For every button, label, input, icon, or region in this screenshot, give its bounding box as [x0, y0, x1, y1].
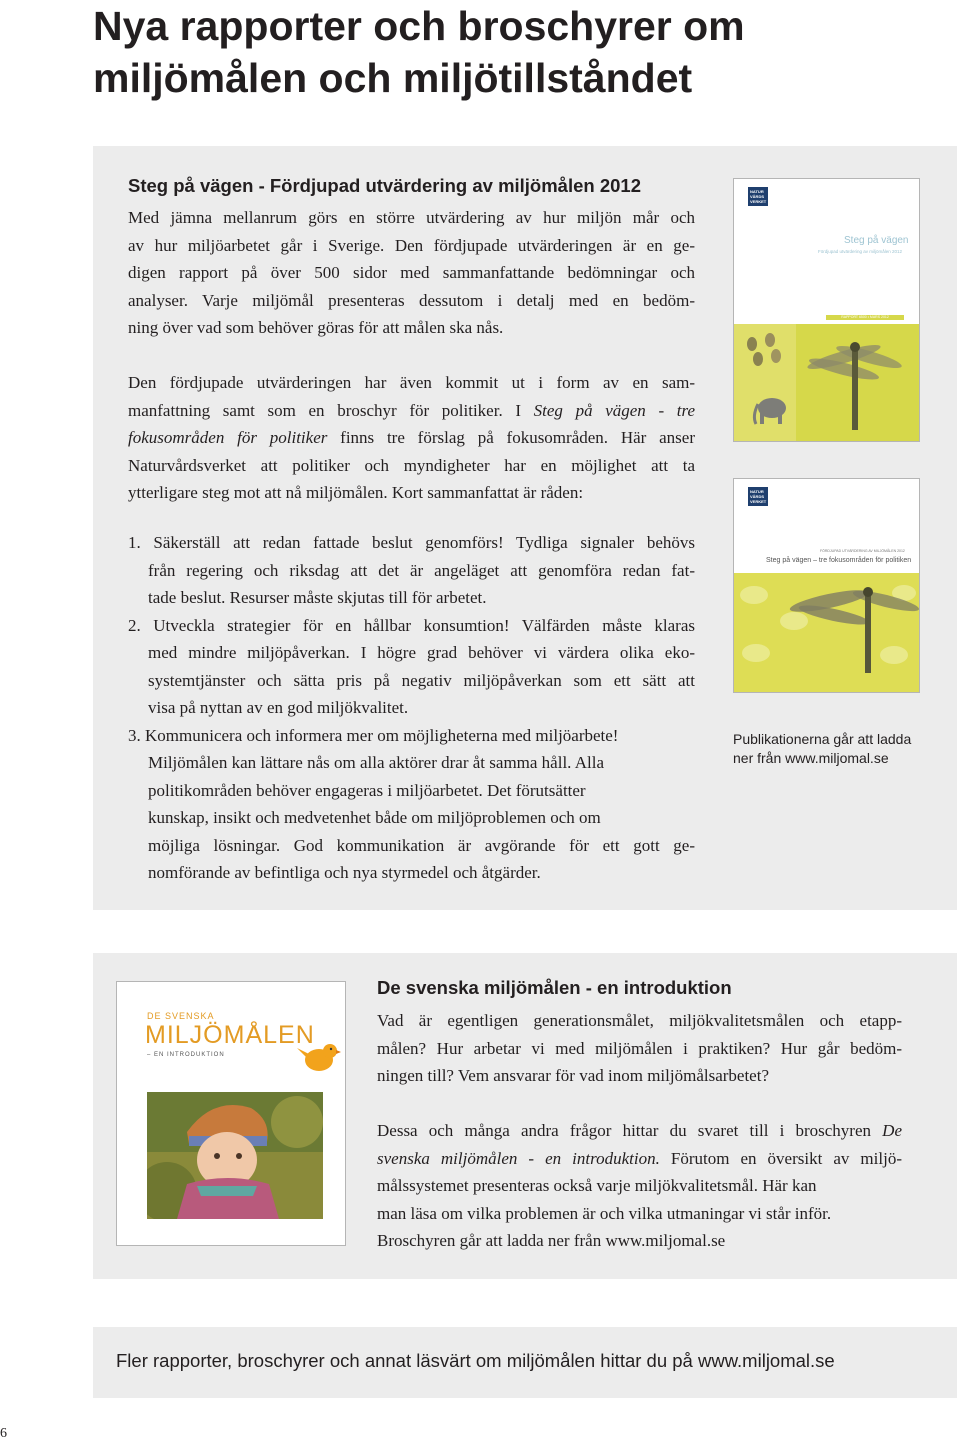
- text-line: ningen till? Vem ansvarar för vad inom miljömålsarbetet?: [377, 1066, 769, 1085]
- cover-subtitle: – EN INTRODUKTION: [147, 1052, 225, 1058]
- text-line: från regering och riksdag att det är angeläget att genomföra redan fat-: [148, 560, 695, 580]
- text-line: ytterligare steg mot att nå miljömålen. Kort sammanfattat är råden:: [128, 483, 584, 502]
- section1-heading: Steg på vägen - Fördjupad utvärdering av miljömålen 2012: [128, 175, 641, 196]
- text-line: ning över vad som behöver göras för att målen ska nås.: [128, 318, 504, 337]
- text-line: man läsa om vilka problemen är och vilka utmaningar vi står inför.: [377, 1203, 832, 1223]
- page-number: 6: [0, 1426, 7, 1441]
- text-line: av hur miljöarbetet går i Sverige. Den fördjupade utvärderingen är en ge-: [128, 235, 695, 255]
- text-line: kunskap, insikt och medvetenhet både om miljöproblemen och om: [148, 808, 601, 827]
- list-item: [128, 612, 695, 722]
- page-title-line-2: miljömålen och miljötillståndet: [93, 55, 693, 101]
- section1-paragraph-2: [128, 369, 695, 507]
- text-line: med mindre miljöpåverkan. I högre grad behöver vi värdera olika eko-: [148, 643, 695, 662]
- text-line: möjliga lösningar. God kommunikation är avgörande för ett gott ge-: [148, 835, 695, 855]
- footer-text: Fler rapporter, broschyrer och annat läsvärt om miljömålen hittar du på www.miljomal.se: [116, 1350, 835, 1371]
- text-line: målssystemet presenteras också varje miljökvalitetsmål. Här kan: [377, 1176, 817, 1195]
- caption-line: Publikationerna går att ladda: [733, 731, 912, 747]
- publication-title-italic: svenska miljömålen - en introduktion.: [377, 1148, 660, 1168]
- section2-heading: De svenska miljömålen - en introduktion: [377, 977, 732, 998]
- text-line: Naturvårdsverket att politiker och myndigheter har en möjlighet att ta: [128, 455, 695, 475]
- text-line: digen rapport på över 500 sidor med sammanfattande bedömningar och: [128, 263, 695, 282]
- text-line: visa på nyttan av en god miljökvalitet.: [148, 698, 409, 717]
- text-line: analyser. Varje miljömål presenteras dessutom i detalj med en bedöm-: [128, 290, 695, 310]
- text-line: Broschyren går att ladda ner från www.miljomal.se: [377, 1231, 726, 1250]
- report-cover-tre-fokusomraden: [733, 478, 920, 693]
- list-item-first-line: 2. Utveckla strategier för en hållbar konsumtion! Välfärden måste klaras: [128, 615, 695, 635]
- text-line: manfattning samt som en broschyr för politiker. I Steg på vägen - tre: [128, 400, 695, 420]
- page-title: [93, 0, 933, 104]
- caption-line: ner från www.miljomal.se: [733, 750, 889, 766]
- bird-icon: [297, 1040, 341, 1074]
- dragonfly-illustration: [734, 324, 920, 442]
- naturvardsverket-logo: NATUR VÅRDS VERKET: [750, 189, 767, 204]
- publications-caption: [733, 730, 933, 768]
- report-cover-steg-pa-vagen: [733, 178, 920, 442]
- text-line: målen? Hur arbetar vi med miljömålen i praktiken? Hur går bedöm-: [377, 1038, 902, 1058]
- text-line: Dessa och många andra frågor hittar du svaret till i broschyren De: [377, 1121, 902, 1140]
- cover-small-header: FÖRDJUPAD UTVÄRDERING AV MILJÖMÅLEN 2012: [820, 549, 905, 553]
- dragonfly-birds-illustration: [734, 573, 920, 693]
- brochure-cover-de-svenska-miljomalen: [116, 981, 346, 1246]
- publication-title-italic: De: [882, 1121, 902, 1140]
- cover-title: MILJÖMÅLEN: [145, 1021, 315, 1049]
- text-line: politikområden behöver engageras i miljöarbetet. Det förutsätter: [148, 780, 586, 800]
- recommendations-list: [128, 529, 695, 887]
- text-line: Miljömålen kan lättare nås om alla aktörer drar åt samma håll. Alla: [148, 753, 605, 772]
- section1-paragraph-1: [128, 204, 695, 342]
- list-item: [128, 722, 695, 887]
- publication-title-italic: Steg på vägen - tre: [533, 400, 695, 420]
- list-item: [128, 529, 695, 612]
- cover-title: Steg på vägen: [844, 235, 909, 246]
- text-line: Den fördjupade utvärderingen har även kommit ut i form av en sam-: [128, 373, 695, 392]
- text-line: svenska miljömålen - en introduktion. Förutom en översikt av miljö-: [377, 1148, 902, 1168]
- cover-subtitle: Fördjupad utvärdering av miljömålen 2012: [818, 249, 903, 254]
- cover-title: Steg på vägen – tre fokusområden för politiken: [766, 557, 912, 564]
- text-line: Med jämna mellanrum görs en större utvärdering av hur miljön mår och: [128, 208, 695, 227]
- text-line: systemtjänster och sätta pris på negativ miljöpåverkan som ett sätt att: [148, 670, 695, 690]
- cover-band: RAPPORT 6500 • MARS 2012: [826, 315, 904, 320]
- cover-kicker: DE SVENSKA: [147, 1011, 215, 1021]
- list-item-first-line: 3. Kommunicera och informera mer om möjligheterna med miljöarbete!: [128, 725, 619, 745]
- publication-title-italic: fokusområden för politiker: [128, 428, 328, 447]
- child-photo: [147, 1092, 323, 1219]
- text-line: nomförande av befintliga och nya styrmedel och åtgärder.: [148, 863, 541, 882]
- list-item-first-line: 1. Säkerställ att redan fattade beslut genomförs! Tydliga signaler behövs: [128, 533, 695, 552]
- page-title-line-1: Nya rapporter och broschyrer om: [93, 3, 745, 49]
- text-line: fokusområden för politiker finns tre förslag på fokusområden. Här anser: [128, 428, 695, 447]
- text-line: tade beslut. Resurser måste skjutas till för arbetet.: [148, 588, 487, 607]
- text-line: Vad är egentligen generationsmålet, miljökvalitetsmålen och etapp-: [377, 1011, 902, 1030]
- section2-paragraph-1: [377, 1007, 902, 1090]
- section2-paragraph-2: [377, 1117, 902, 1255]
- naturvardsverket-logo: NATUR VÅRDS VERKET: [750, 489, 767, 504]
